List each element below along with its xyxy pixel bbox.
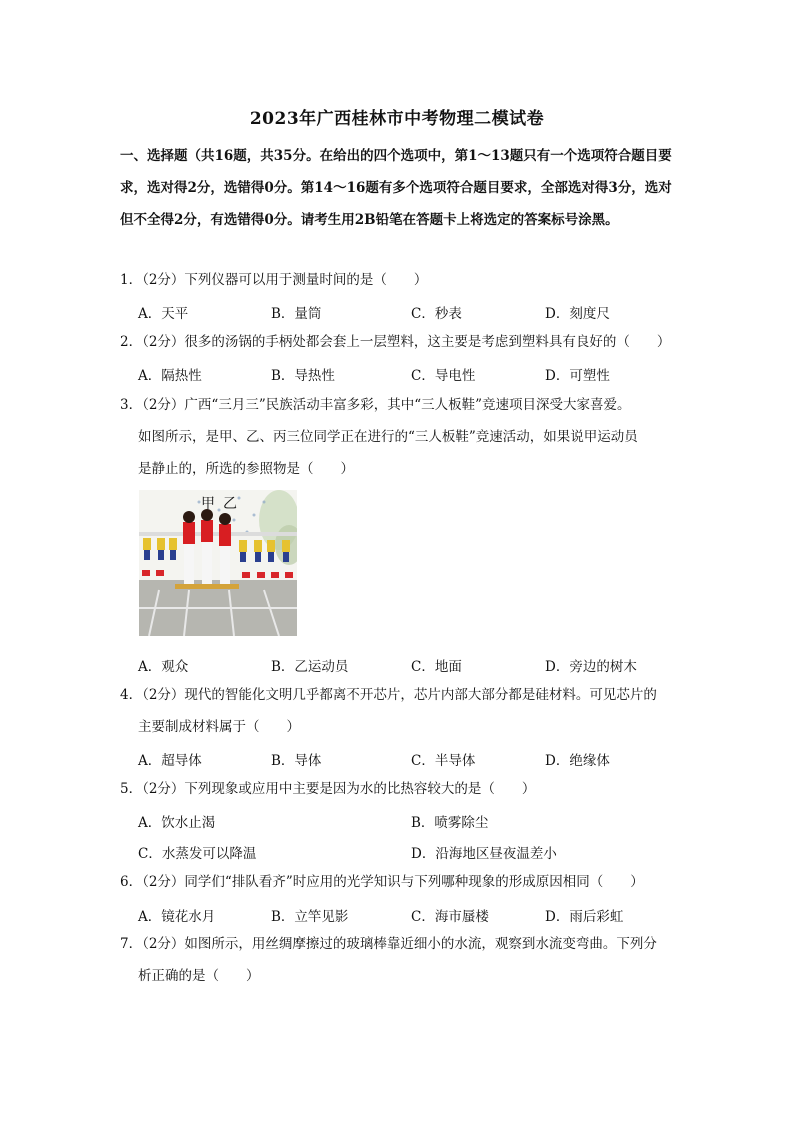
option-c[interactable]: C．地面 [411, 659, 462, 675]
option-c[interactable]: C．秒表 [411, 306, 462, 322]
option-d[interactable]: D．绝缘体 [545, 753, 610, 769]
question-3-stem-line-2: 如图所示，是甲、乙、丙三位同学正在进行的“三人板鞋”竞速活动，如果说甲运动员 [138, 429, 638, 445]
question-5-stem: 5．（2分）下列现象或应用中主要是因为水的比热容较大的是（ ） [120, 781, 536, 797]
question-2-stem: 2．（2分）很多的汤锅的手柄处都会套上一层塑料，这主要是考虑到塑料具有良好的（ ） [120, 334, 671, 350]
exam-title: 2023年广西桂林市中考物理二模试卷 [249, 109, 545, 129]
option-b[interactable]: B．导体 [271, 753, 322, 769]
label-yi: 乙 [223, 496, 237, 512]
three-person-board-shoes-photo [139, 490, 297, 636]
question-5 [120, 773, 680, 805]
option-a[interactable]: A．隔热性 [138, 368, 202, 384]
option-b[interactable]: B．立竿见影 [271, 909, 349, 925]
option-b[interactable]: B．乙运动员 [271, 659, 349, 675]
question-7-stem-line-2: 析正确的是（ ） [138, 968, 260, 984]
option-c[interactable]: C．水蒸发可以降温 [138, 846, 257, 862]
question-4-stem-line-2: 主要制成材料属于（ ） [138, 719, 300, 735]
label-jia: 甲 [201, 496, 215, 512]
question-5-options-row-1 [138, 811, 678, 841]
option-b[interactable]: B．导热性 [271, 368, 335, 384]
question-6-stem: 6．（2分）同学们“排队看齐”时应用的光学知识与下列哪种现象的形成原因相同（ ） [120, 874, 644, 890]
option-b[interactable]: B．量筒 [271, 306, 322, 322]
option-a[interactable]: A．镜花水月 [138, 909, 216, 925]
option-a[interactable]: A．饮水止渴 [138, 815, 216, 831]
option-d[interactable]: D．旁边的树木 [545, 659, 637, 675]
question-7-stem-line-1: 7．（2分）如图所示，用丝绸摩擦过的玻璃棒靠近细小的水流，观察到水流变弯曲。下列分 [120, 936, 657, 952]
option-b[interactable]: B．喷雾除尘 [411, 815, 489, 831]
option-d[interactable]: D．雨后彩虹 [545, 909, 624, 925]
option-d[interactable]: D．可塑性 [545, 368, 610, 384]
question-3-stem-line-3: 是静止的，所选的参照物是（ ） [138, 461, 354, 477]
question-4 [120, 679, 680, 743]
option-c[interactable]: C．导电性 [411, 368, 476, 384]
option-d[interactable]: D．刻度尺 [545, 306, 610, 322]
section-instructions: 一、选择题（共16题，共35分。在给出的四个选项中，第1～13题只有一个选项符合题目要求，选对得2分，选错得0分。第14～16题有多个选项符合题目要求，全部选对得3分，选对但不全得2分，有选错得0分。请考生用2B铅笔在答题卡上将选定的答案标号涂黑。 [120, 148, 672, 228]
question-1-stem: 1．（2分）下列仪器可以用于测量时间的是（ ） [120, 272, 428, 288]
option-c[interactable]: C．海市蜃楼 [411, 909, 489, 925]
question-4-stem-line-1: 4．（2分）现代的智能化文明几乎都离不开芯片，芯片内部大部分都是硅材料。可见芯片的 [120, 687, 657, 703]
option-a[interactable]: A．天平 [138, 306, 189, 322]
question-3 [120, 389, 680, 485]
question-3-stem-line-1: 3．（2分）广西“三月三”民族活动丰富多彩，其中“三人板鞋”竞速项目深受大家喜爱。 [120, 397, 631, 413]
option-c[interactable]: C．半导体 [411, 753, 476, 769]
question-2 [120, 326, 680, 358]
question-6 [120, 866, 680, 898]
option-a[interactable]: A．观众 [138, 659, 189, 675]
question-7 [120, 928, 680, 992]
option-d[interactable]: D．沿海地区昼夜温差小 [411, 846, 557, 862]
question-1 [120, 264, 680, 296]
question-3-photo [139, 490, 297, 636]
option-a[interactable]: A．超导体 [138, 753, 202, 769]
